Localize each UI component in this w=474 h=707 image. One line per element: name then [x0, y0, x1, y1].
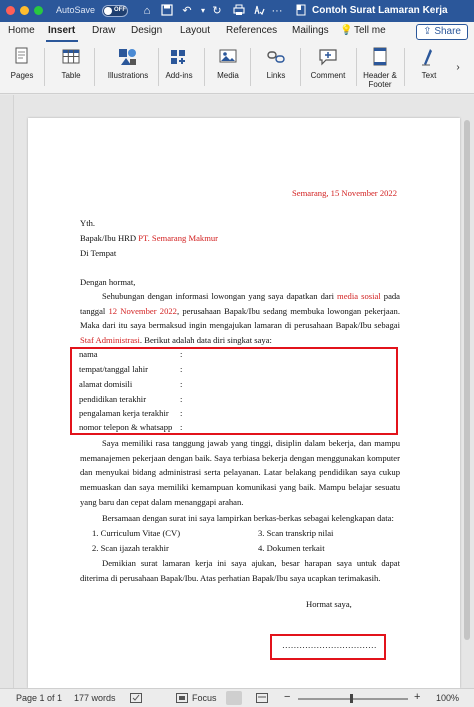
add-ins-icon [168, 46, 190, 68]
p1-date: 12 November 2022 [108, 305, 177, 316]
add-ins-label: Add-ins [165, 71, 193, 80]
autosave-label: AutoSave [56, 5, 96, 15]
p1-media: media sosial [337, 291, 381, 301]
zoom-in-icon[interactable]: + [414, 691, 421, 703]
tell-me-icon[interactable]: 💡 [340, 25, 353, 36]
field-separator: : [180, 422, 183, 432]
letter-paragraph-4: Demikian surat lamaran kerja ini saya ajukan, besar harapan saya untuk dapat diterima di perusahaan Bapak/Ibu. Atas perhatian Bapak/Ibu saya ucapkan terimakasih. [80, 558, 400, 583]
comment-icon [317, 46, 339, 68]
add-ins-button[interactable] [162, 46, 196, 80]
share-icon: ⇪ [423, 26, 435, 37]
spelling-icon[interactable] [252, 4, 266, 18]
window-controls [6, 6, 43, 15]
table-label: Table [61, 71, 81, 80]
letter-greeting: Dengan hormat, [80, 277, 136, 287]
close-window-button[interactable] [6, 6, 15, 15]
ribbon-separator [44, 48, 45, 86]
attachment-item: 2. Scan ijazah terakhir [92, 543, 169, 553]
p1-text-a: Sehubungan dengan informasi lowongan yang saya dapatkan dari [102, 291, 338, 301]
save-icon[interactable] [160, 4, 174, 18]
media-button[interactable] [212, 46, 244, 80]
illustrations-label: Illustrations [107, 71, 149, 80]
media-label: Media [217, 71, 239, 80]
illustrations-button[interactable] [102, 46, 154, 80]
ribbon-toolbar [0, 42, 474, 94]
ribbon-separator [356, 48, 357, 86]
field-separator: : [180, 349, 183, 359]
letter-date: Semarang, 15 November 2022 [292, 188, 398, 198]
print-layout-view-icon[interactable] [226, 691, 242, 705]
links-icon [265, 46, 287, 68]
p1-text-b: pada tanggal [80, 291, 400, 316]
links-label: Links [266, 71, 286, 80]
letter-paragraph-3: Bersamaan dengan surat ini saya lampirkan berkas-berkas sebagai kelengkapan data: [102, 513, 394, 523]
ribbon-separator [158, 48, 159, 86]
zoom-out-icon[interactable]: − [284, 691, 291, 703]
zoom-slider-handle[interactable] [350, 694, 353, 703]
recipient-company: PT. Semarang Makmur [138, 233, 219, 243]
vertical-ruler [0, 95, 14, 688]
field-separator: : [180, 394, 183, 404]
spelling-status-icon[interactable] [130, 693, 142, 706]
minimize-window-button[interactable] [20, 6, 29, 15]
text-label: Text [421, 71, 437, 80]
field-label: nama [79, 349, 98, 359]
web-layout-view-icon[interactable] [256, 693, 268, 705]
field-separator: : [180, 408, 183, 418]
field-label: pengalaman kerja terakhir [79, 408, 169, 418]
tab-references[interactable]: References [226, 25, 278, 36]
p1-text-c: , perusahaan Bapak/Ibu sedang membuka lowongan pekerjaan. Maka dari itu saya bermaksud ingin mengajukan lamaran di perusahaan Bapak/Ibu sebagai [80, 305, 400, 331]
text-button[interactable] [414, 46, 444, 80]
header-footer-icon [369, 46, 391, 68]
pages-label: Pages [10, 71, 34, 80]
data-fields-highlight-box [70, 347, 398, 435]
vertical-scrollbar[interactable] [464, 120, 470, 640]
home-icon[interactable]: ⌂ [143, 5, 151, 17]
attachment-item: 4. Dokumen terkait [258, 543, 325, 553]
status-bar [0, 688, 474, 707]
ribbon-separator [404, 48, 405, 86]
header-footer-label: Header & [363, 71, 397, 80]
signature-highlight-box [270, 634, 386, 660]
field-label: alamat domisili [79, 379, 133, 389]
letter-yth: Yth. [80, 218, 96, 228]
tab-mailings[interactable]: Mailings [292, 25, 329, 36]
tab-draw[interactable]: Draw [92, 25, 116, 36]
letter-place: Di Tempat [80, 248, 117, 258]
signature-line: …………………………… [282, 640, 377, 650]
share-label: Share [434, 26, 461, 37]
letter-paragraph-1 [80, 289, 400, 348]
zoom-slider[interactable] [298, 698, 408, 700]
tab-design[interactable]: Design [131, 25, 163, 36]
toggle-knob [104, 7, 112, 15]
ribbon-separator [250, 48, 251, 86]
text-icon [418, 46, 440, 68]
focus-button[interactable]: Focus [192, 693, 217, 703]
document-icon [294, 4, 308, 18]
autosave-state: OFF [114, 7, 126, 13]
word-count[interactable]: 177 words [74, 693, 116, 703]
ribbon-separator [94, 48, 95, 86]
focus-icon[interactable] [176, 693, 188, 705]
tab-home[interactable]: Home [8, 25, 35, 36]
links-button[interactable] [260, 46, 292, 80]
title-bar [0, 0, 474, 22]
page-count[interactable]: Page 1 of 1 [16, 693, 63, 703]
p1-text-d: . Berikut adalah data diri singkat saya: [139, 335, 272, 346]
ribbon-separator [300, 48, 301, 86]
zoom-window-button[interactable] [34, 6, 43, 15]
field-label: nomor telepon & whatsapp [79, 422, 173, 432]
tab-tell-me[interactable]: Tell me [354, 25, 386, 36]
undo-dropdown-icon[interactable]: ▾ [200, 6, 205, 15]
ribbon-more-chevron-icon[interactable]: › [456, 62, 460, 73]
letter-closing: Hormat saya, [306, 599, 352, 609]
pages-icon [11, 46, 33, 68]
ribbon-tabs [0, 22, 474, 42]
header-footer-label-2: Footer [368, 80, 392, 89]
tab-layout[interactable]: Layout [180, 25, 211, 36]
pages-button[interactable] [6, 46, 38, 80]
illustrations-icon [117, 46, 139, 68]
share-button[interactable] [416, 24, 468, 40]
table-icon [60, 46, 82, 68]
recipient-prefix: Bapak/Ibu HRD [80, 233, 139, 243]
media-icon [217, 46, 239, 68]
print-icon[interactable] [232, 4, 246, 18]
redo-icon[interactable]: ↻ [212, 5, 222, 17]
letter-recipient [80, 233, 218, 243]
more-icon[interactable]: ··· [271, 5, 283, 17]
letter-paragraph-2: Saya memiliki rasa tanggung jawab yang tinggi, disiplin dalam bekerja, dan mampu memanajemen pekerjaan dengan baik. Saya terbiasa bekerja dengan menggunakan komputer dan menyukai bidang administrasi serta pelayanan. Latar belakang pendidikan saya cukup memuaskan dan saya memiliki kemampuan komunikasi yang baik. Mampu belajar sesuatu yang baru dan cepat dalam menanggapi arahan. [80, 438, 400, 507]
field-label: tempat/tanggal lahir [79, 364, 148, 374]
undo-icon[interactable]: ↶ [182, 5, 192, 17]
attachment-item: 3. Scan transkrip nilai [258, 528, 334, 538]
tab-insert[interactable]: Insert [48, 25, 76, 36]
field-separator: : [180, 364, 183, 374]
p1-position: Staf Administrasi [80, 335, 140, 346]
table-button[interactable] [54, 46, 88, 80]
field-label: pendidikan terakhir [79, 394, 147, 404]
autosave-toggle[interactable] [102, 5, 128, 17]
document-title: Contoh Surat Lamaran Kerja [312, 5, 448, 16]
ribbon-separator [204, 48, 205, 86]
comment-label: Comment [310, 71, 346, 80]
header-footer-button[interactable] [360, 46, 400, 89]
zoom-level[interactable]: 100% [436, 693, 460, 703]
attachment-item: 1. Curriculum Vitae (CV) [92, 528, 181, 538]
field-separator: : [180, 379, 183, 389]
comment-button[interactable] [306, 46, 350, 80]
